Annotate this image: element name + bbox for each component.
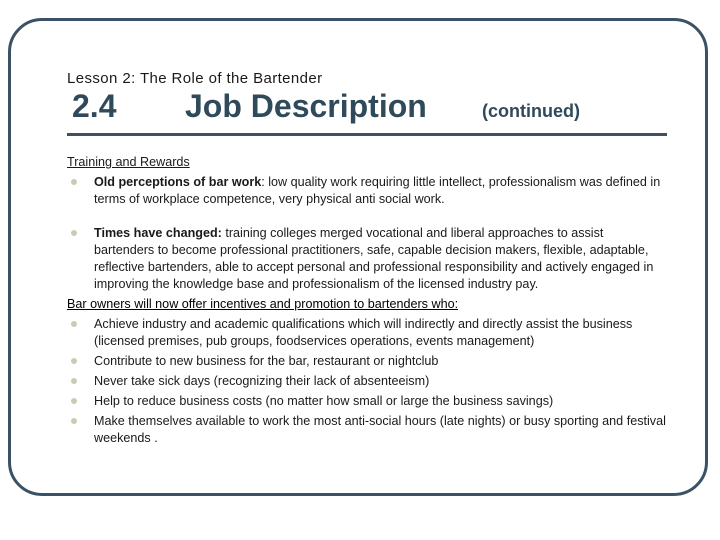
bullet-icon <box>71 230 77 236</box>
incentives-list <box>67 316 667 447</box>
item-text: Contribute to new business for the bar, restaurant or nightclub <box>94 354 439 368</box>
list-item <box>67 413 667 447</box>
list-item <box>67 225 667 293</box>
section-heading-training: Training and Rewards <box>67 155 190 169</box>
item-text: : low quality work requiring little intellect, professionalism was defined in terms of workplace competence, very physical anti social work. <box>94 175 661 206</box>
title-continued: (continued) <box>482 101 580 121</box>
item-text: Help to reduce business costs (no matter how small or large the business savings) <box>94 394 554 408</box>
bullet-icon <box>71 398 77 404</box>
list-item <box>67 393 667 410</box>
lesson-label: Lesson 2: The Role of the Bartender <box>67 70 323 87</box>
item-text: Never take sick days (recognizing their lack of absenteeism) <box>94 374 430 388</box>
bullet-icon <box>71 179 77 185</box>
item-text: Make themselves available to work the most anti-social hours (late nights) or busy sporting and festival weekends . <box>94 414 666 445</box>
list-item <box>67 353 667 370</box>
bullet-icon <box>71 358 77 364</box>
slide-body <box>67 154 667 447</box>
list-item <box>67 316 667 350</box>
bullet-icon <box>71 418 77 424</box>
training-list-continued <box>67 225 667 293</box>
item-text: Achieve industry and academic qualifications which will indirectly and directly assist the business (licensed premises, pub groups, foodservices operations, events management) <box>94 317 633 348</box>
title-number: 2.4 <box>72 88 117 124</box>
item-lead: Old perceptions of bar work <box>94 175 262 189</box>
item-text: training colleges merged vocational and liberal approaches to assist bartenders to become professional practitioners, safe, capable decision makers, flexible, adaptable, reflective bartenders, able to accept personal and professional responsibility and actively engaged in improving the knowledge base and professionalism of the licensed industry pay. <box>94 226 654 291</box>
item-lead: Times have changed: <box>94 226 222 240</box>
training-list <box>67 174 667 208</box>
section-heading-incentives: Bar owners will now offer incentives and promotion to bartenders who: <box>67 297 459 311</box>
title-divider <box>67 133 667 136</box>
bullet-icon <box>71 321 77 327</box>
title-text: Job Description <box>185 88 427 124</box>
bullet-icon <box>71 378 77 384</box>
list-item <box>67 174 667 208</box>
list-item <box>67 373 667 390</box>
